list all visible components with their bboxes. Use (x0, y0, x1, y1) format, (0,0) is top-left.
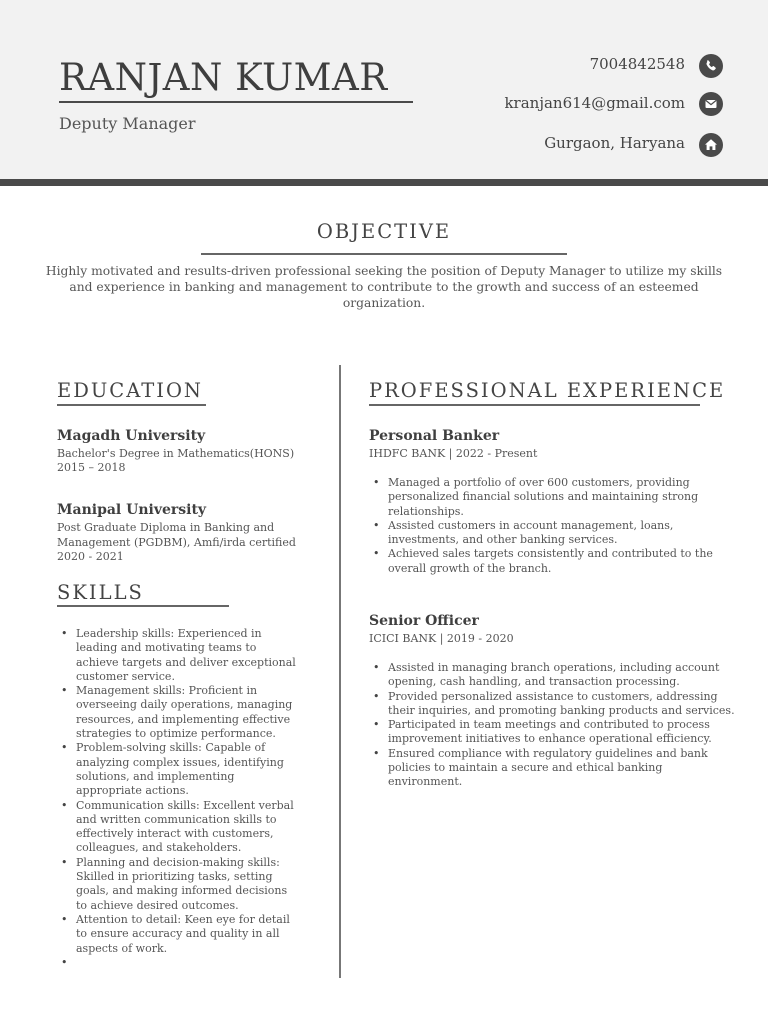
job-role: Personal Banker (369, 428, 500, 444)
job-role: Senior Officer (369, 613, 479, 629)
skills-heading: SKILLS (57, 581, 144, 604)
experience-rule (369, 404, 700, 406)
education-school: Magadh University (57, 428, 206, 444)
job-bullet: • Managed a portfolio of over 600 customers, providing personalized financial solutions and maintaining strong relationships. (369, 476, 733, 519)
candidate-title: Deputy Manager (59, 114, 196, 133)
skills-list (57, 627, 301, 970)
candidate-name: RANJAN KUMAR (59, 56, 388, 99)
skill-item: • Planning and decision-making skills: Skilled in prioritizing tasks, setting goals, and making informed decisions to achieve desired outcomes. (57, 856, 301, 913)
skill-item: • Problem-solving skills: Capable of analyzing complex issues, identifying solutions, and implementing appropriate actions. (57, 741, 301, 798)
education-years: 2020 - 2021 (57, 550, 124, 563)
objective-text: Highly motivated and results-driven professional seeking the position of Deputy Manager to utilize my skills and experience in banking and management to contribute to the growth and success of an esteemed organization. (45, 264, 723, 310)
job-bullet: • Participated in team meetings and contributed to process improvement initiatives to enhance operational efficiency. (369, 718, 735, 747)
skills-rule (57, 605, 229, 607)
job-bullet: • Assisted in managing branch operations, including account opening, cash handling, and transaction processing. (369, 661, 735, 690)
education-heading: EDUCATION (57, 379, 203, 402)
contact-email: kranjan614@gmail.com (504, 94, 685, 112)
education-school: Manipal University (57, 502, 207, 518)
contact-location: Gurgaon, Haryana (544, 134, 685, 152)
skill-item (57, 956, 301, 970)
education-years: 2015 – 2018 (57, 461, 126, 474)
phone-icon (699, 54, 723, 78)
education-degree: Bachelor's Degree in Mathematics(HONS) (57, 447, 295, 460)
job-meta: IHDFC BANK | 2022 - Present (369, 447, 538, 460)
skill-item: • Management skills: Proficient in overseeing daily operations, managing resources, and implementing effective strategies to optimize performance. (57, 684, 301, 741)
job-bullets (369, 661, 735, 790)
mail-icon (699, 92, 723, 116)
skill-item: • Attention to detail: Keen eye for detail to ensure accuracy and quality in all aspects of work. (57, 913, 301, 956)
job-meta: ICICI BANK | 2019 - 2020 (369, 632, 514, 645)
job-bullets (369, 476, 733, 576)
education-rule (57, 404, 206, 406)
job-bullet: • Achieved sales targets consistently and contributed to the overall growth of the branch. (369, 547, 733, 576)
name-underline (59, 101, 413, 103)
job-bullet: • Provided personalized assistance to customers, addressing their inquiries, and promoting banking products and services. (369, 690, 735, 719)
column-divider (339, 365, 341, 978)
job-bullet: • Assisted customers in account management, loans, investments, and other banking services. (369, 519, 733, 548)
skill-item: • Communication skills: Excellent verbal and written communication skills to effectively interact with customers, colleagues, and stakeholders. (57, 799, 301, 856)
experience-heading: PROFESSIONAL EXPERIENCE (369, 379, 726, 402)
objective-heading: OBJECTIVE (316, 220, 452, 243)
objective-rule (201, 253, 567, 255)
home-icon (699, 133, 723, 157)
education-degree: Post Graduate Diploma in Banking and Management (PGDBM), Amfi/irda certified (57, 521, 296, 549)
skill-item: • Leadership skills: Experienced in leading and motivating teams to achieve targets and deliver exceptional customer service. (57, 627, 301, 684)
job-bullet: • Ensured compliance with regulatory guidelines and bank policies to maintain a secure and ethical banking environment. (369, 747, 735, 790)
contact-phone: 7004842548 (589, 55, 685, 73)
header-divider-bar (0, 179, 768, 186)
